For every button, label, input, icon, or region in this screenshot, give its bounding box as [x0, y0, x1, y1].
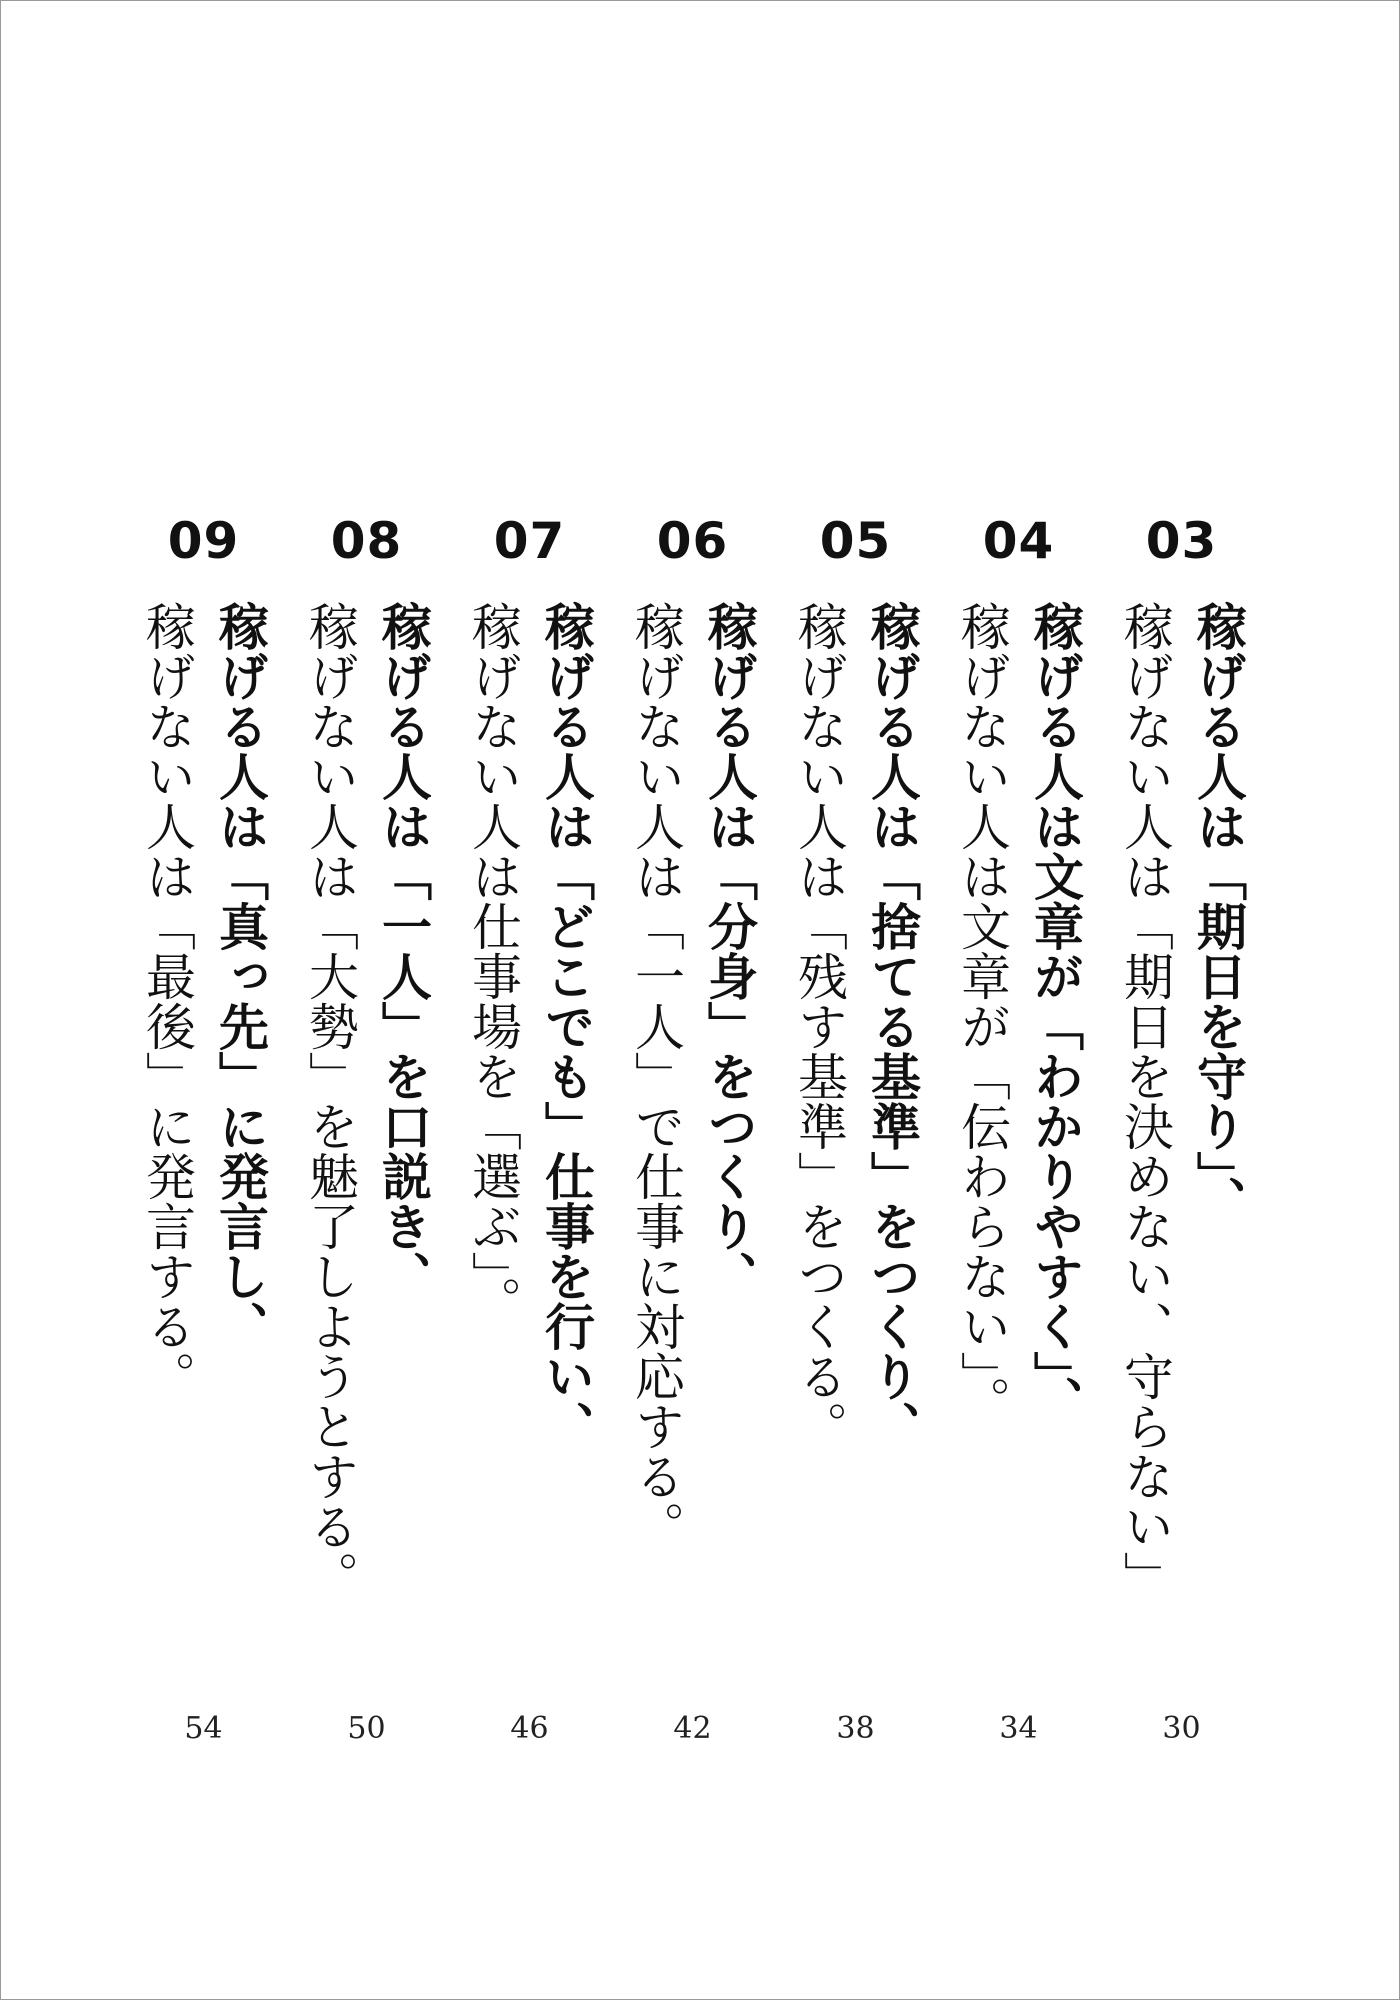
- chapter-number: 09: [167, 512, 240, 570]
- earner-line: 稼げる人は「分身」をつくり、: [700, 601, 759, 1301]
- non-earner-line: 稼げない人は仕事場を「選ぶ」。: [464, 601, 522, 1326]
- non-earner-line: 稼げない人は「期日を決めない、守らない」: [1116, 601, 1174, 1601]
- non-earner-line: 稼げない人は「一人」で仕事に対応する。: [627, 601, 685, 1551]
- earner-line: 稼げる人は「真っ先」に発言し、: [211, 601, 270, 1351]
- entry-text: [299, 601, 434, 1601]
- entry-text: [462, 601, 597, 1601]
- toc-entry-03[interactable]: [1114, 511, 1249, 1751]
- chapter-number: 08: [330, 512, 403, 570]
- page-number: 50: [347, 1711, 386, 1746]
- non-earner-line: 稼げない人は「大勢」を魅了しようとする。: [301, 601, 359, 1601]
- toc-entry-04[interactable]: [951, 511, 1086, 1751]
- toc-entry-08[interactable]: [299, 511, 434, 1751]
- page-number: 34: [999, 1711, 1038, 1746]
- non-earner-line: 稼げない人は「残す基準」をつくる。: [790, 601, 848, 1451]
- non-earner-line: 稼げない人は文章が「伝わらない」。: [953, 601, 1011, 1426]
- entry-text: [788, 601, 923, 1601]
- chapter-number: 06: [656, 512, 729, 570]
- chapter-number: 07: [493, 512, 566, 570]
- chapter-number: 04: [982, 512, 1055, 570]
- earner-line: 稼げる人は「捨てる基準」をつくり、: [863, 601, 922, 1451]
- page-number: 42: [673, 1711, 712, 1746]
- entry-text: [625, 601, 760, 1601]
- entry-text: [136, 601, 271, 1601]
- page-number: 38: [836, 1711, 875, 1746]
- table-of-contents: [136, 511, 1249, 1751]
- toc-entry-06[interactable]: [625, 511, 760, 1751]
- page-number: 30: [1162, 1711, 1201, 1746]
- page-number: 46: [510, 1711, 549, 1746]
- chapter-number: 03: [1145, 512, 1218, 570]
- earner-line: 稼げる人は「期日を守り」、: [1189, 601, 1248, 1226]
- earner-line: 稼げる人は文章が「わかりやすく」、: [1026, 601, 1085, 1426]
- entry-text: [1114, 601, 1249, 1601]
- toc-entry-05[interactable]: [788, 511, 923, 1751]
- earner-line: 稼げる人は「一人」を口説き、: [374, 601, 433, 1301]
- entry-text: [951, 601, 1086, 1601]
- non-earner-line: 稼げない人は「最後」に発言する。: [138, 601, 196, 1401]
- toc-entry-07[interactable]: [462, 511, 597, 1751]
- toc-entry-09[interactable]: [136, 511, 271, 1751]
- chapter-number: 05: [819, 512, 892, 570]
- page-number: 54: [184, 1711, 223, 1746]
- earner-line: 稼げる人は「どこでも」仕事を行い、: [537, 601, 596, 1451]
